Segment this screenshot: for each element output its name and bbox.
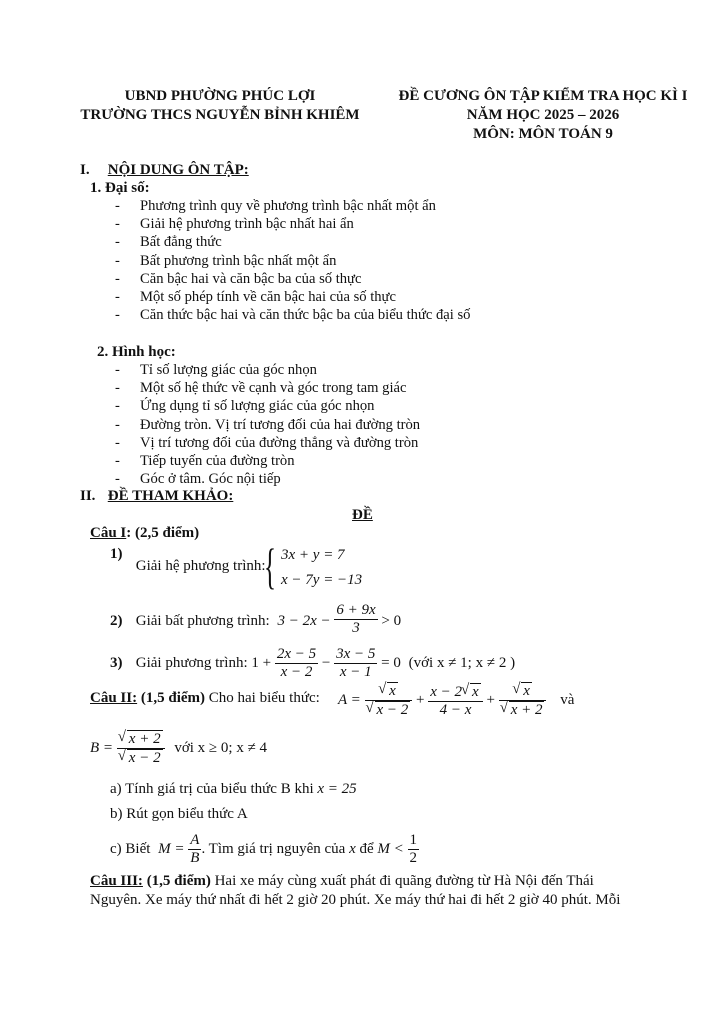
sqrt-symbol: √ x xyxy=(470,683,481,700)
q1-number: 1) xyxy=(110,546,123,562)
cau2-qa xyxy=(110,781,357,798)
header-right-line1: ĐỀ CƯƠNG ÔN TẬP KIỂM TRA HỌC KÌ I xyxy=(398,88,688,104)
header-right-line3: MÔN: MÔN TOÁN 9 xyxy=(473,126,613,142)
term-2-denominator: 4 − x xyxy=(439,701,472,718)
section2-number: II. xyxy=(80,488,96,504)
q2-lhs: 3 − 2x − xyxy=(277,612,331,629)
qa-text: a) Tính giá trị của biểu thức B khi xyxy=(110,781,314,797)
expression-b-lhs: B = xyxy=(90,739,114,756)
q3-fraction-1 xyxy=(275,646,318,681)
cau3-line1 xyxy=(90,873,594,890)
q3-fraction-2 xyxy=(334,646,377,681)
term-2-numerator xyxy=(428,683,482,702)
qc-fraction-denominator: B xyxy=(190,850,200,866)
q1-text: Giải hệ phương trình: xyxy=(135,558,266,574)
q3-fraction-1-denominator: x − 2 xyxy=(280,664,313,680)
qc-x: x xyxy=(349,840,356,857)
expression-a-term-2 xyxy=(428,683,482,719)
qc-fraction xyxy=(188,832,201,867)
sqrt-symbol: √ x − 2 xyxy=(375,701,411,718)
section2-title: ĐỀ THAM KHẢO: xyxy=(107,488,234,504)
cau1-heading xyxy=(90,525,199,542)
plus-sign: + xyxy=(486,691,495,708)
list-item: - Căn thức bậc hai và căn thức bậc ba của biểu thức đại số xyxy=(115,306,470,324)
q2-fraction-denominator: 3 xyxy=(352,620,360,636)
sqrt-symbol: √ x + 2 xyxy=(127,730,163,747)
expression-a-lhs: A = xyxy=(338,691,361,708)
list-item: - Một số phép tính về căn bậc hai của số thực xyxy=(115,288,470,306)
algebra-title: 1. Đại số: xyxy=(90,180,150,196)
term-1-numerator xyxy=(365,682,413,701)
cau3-points: (1,5 điểm) xyxy=(146,873,211,889)
sqrt-symbol: √ x + 2 xyxy=(509,701,545,718)
section2-heading xyxy=(80,488,233,505)
qc-m: M = xyxy=(158,840,185,857)
q1-system-brace: { xyxy=(264,538,276,594)
q3-number: 3) xyxy=(110,654,123,671)
section1-heading xyxy=(80,162,249,179)
expression-b-condition: với x ≥ 0; x ≠ 4 xyxy=(174,739,268,756)
q2-text: Giải bất phương trình: xyxy=(135,612,270,629)
expression-b xyxy=(90,730,267,767)
plus-sign: + xyxy=(416,691,425,708)
cau1-q3 xyxy=(110,646,515,681)
sqrt-symbol: √ x − 2 xyxy=(127,749,163,766)
expression-b-fraction xyxy=(117,730,165,767)
cau2-qc xyxy=(110,832,419,867)
cau2-points: (1,5 điểm) xyxy=(140,690,206,706)
expression-a-term-1 xyxy=(365,682,413,719)
list-item: - Đường tròn. Vị trí tương đối của hai đường tròn xyxy=(115,416,420,434)
cau3-text-line2: Nguyên. Xe máy thứ nhất đi hết 2 giờ 20 phút. Xe máy thứ hai đi hết 2 giờ 40 phút. Mỗi xyxy=(90,892,621,908)
sqrt-symbol: √ x xyxy=(521,682,532,699)
cau3-text-line1: Hai xe máy cùng xuất phát đi quãng đường từ Hà Nội đến Thái xyxy=(214,873,594,889)
cau1-q1 xyxy=(110,546,266,574)
de-label: ĐỀ xyxy=(352,507,373,523)
list-item: - Giải hệ phương trình bậc nhất hai ẩn xyxy=(115,215,470,233)
expression-a xyxy=(338,682,574,719)
qc-m-lt: M < xyxy=(377,840,404,857)
and-word: và xyxy=(560,691,575,708)
qc-de: để xyxy=(359,840,374,857)
qc-fraction-numerator: A xyxy=(190,832,200,848)
b-numerator xyxy=(117,730,165,749)
expression-a-term-3 xyxy=(499,682,547,719)
algebra-list xyxy=(115,197,470,324)
list-item: - Tiếp tuyến của đường tròn xyxy=(115,452,420,470)
header-right-line2: NĂM HỌC 2025 – 2026 xyxy=(466,107,620,123)
q2-number: 2) xyxy=(110,612,123,629)
qc-pre: c) Biết xyxy=(110,840,151,857)
header-left-line1: UBND PHƯỜNG PHÚC LỢI xyxy=(124,88,316,104)
geometry-title: 2. Hình học: xyxy=(97,344,176,360)
q2-rhs: > 0 xyxy=(381,612,402,629)
list-item: - Tỉ số lượng giác của góc nhọn xyxy=(115,361,420,379)
qc-half-denominator: 2 xyxy=(409,850,418,866)
q3-fraction-2-numerator: 3x − 5 xyxy=(336,646,376,662)
list-item: - Căn bậc hai và căn bậc ba của số thực xyxy=(115,270,470,288)
geometry-list xyxy=(115,361,420,488)
q3-one: 1 + xyxy=(251,654,272,671)
q1-equation-2: x − 7y = −13 xyxy=(281,572,363,588)
q3-fraction-1-numerator: 2x − 5 xyxy=(276,646,317,662)
qc-half-numerator: 1 xyxy=(409,832,418,848)
list-item: - Vị trí tương đối của đường thẳng và đường tròn xyxy=(115,434,420,452)
list-item: - Bất đẳng thức xyxy=(115,233,470,251)
list-item: - Ứng dụng tỉ số lượng giác của góc nhọn xyxy=(115,397,420,415)
q3-text: Giải phương trình: xyxy=(135,654,248,671)
q1-equation-1: 3x + y = 7 xyxy=(281,547,345,563)
term-2-numerator-text: x − 2 xyxy=(430,683,463,700)
q3-condition: (với x ≠ 1; x ≠ 2 ) xyxy=(408,654,516,671)
cau1-q2 xyxy=(110,604,401,639)
list-item: - Góc ở tâm. Góc nội tiếp xyxy=(115,470,420,488)
cau2-label: Câu II: xyxy=(90,690,138,706)
q3-fraction-2-denominator: x − 1 xyxy=(339,664,372,680)
q3-rhs: = 0 xyxy=(381,654,401,671)
cau2-qb: b) Rút gọn biểu thức A xyxy=(110,806,248,822)
cau2-intro: Cho hai biểu thức: xyxy=(208,690,320,706)
list-item: - Bất phương trình bậc nhất một ẩn xyxy=(115,252,470,270)
qc-half xyxy=(408,832,420,867)
term-3-numerator xyxy=(499,682,547,701)
section1-title: NỘI DUNG ÔN TẬP: xyxy=(107,162,249,178)
list-item: - Một số hệ thức về cạnh và góc trong tam giác xyxy=(115,379,420,397)
term-1-denominator xyxy=(365,701,413,719)
term-3-denominator xyxy=(499,701,547,719)
cau2-heading xyxy=(90,690,320,707)
qc-text: . Tìm giá trị nguyên của xyxy=(201,840,346,857)
header-left-line2: TRƯỜNG THCS NGUYỄN BỈNH KHIÊM xyxy=(80,107,360,123)
cau1-points: : (2,5 điểm) xyxy=(126,525,200,541)
b-denominator xyxy=(117,749,165,767)
qa-math: x = 25 xyxy=(317,781,357,797)
q2-fraction xyxy=(334,602,377,637)
sqrt-symbol: √ x xyxy=(387,682,398,699)
list-item: - Phương trình quy về phương trình bậc nhất một ẩn xyxy=(115,197,470,215)
q3-minus: − xyxy=(321,654,331,671)
q2-fraction-numerator: 6 + 9x xyxy=(336,602,376,618)
cau3-label: Câu III: xyxy=(90,873,143,889)
cau1-label: Câu I xyxy=(90,525,127,541)
section1-number: I. xyxy=(80,162,90,178)
